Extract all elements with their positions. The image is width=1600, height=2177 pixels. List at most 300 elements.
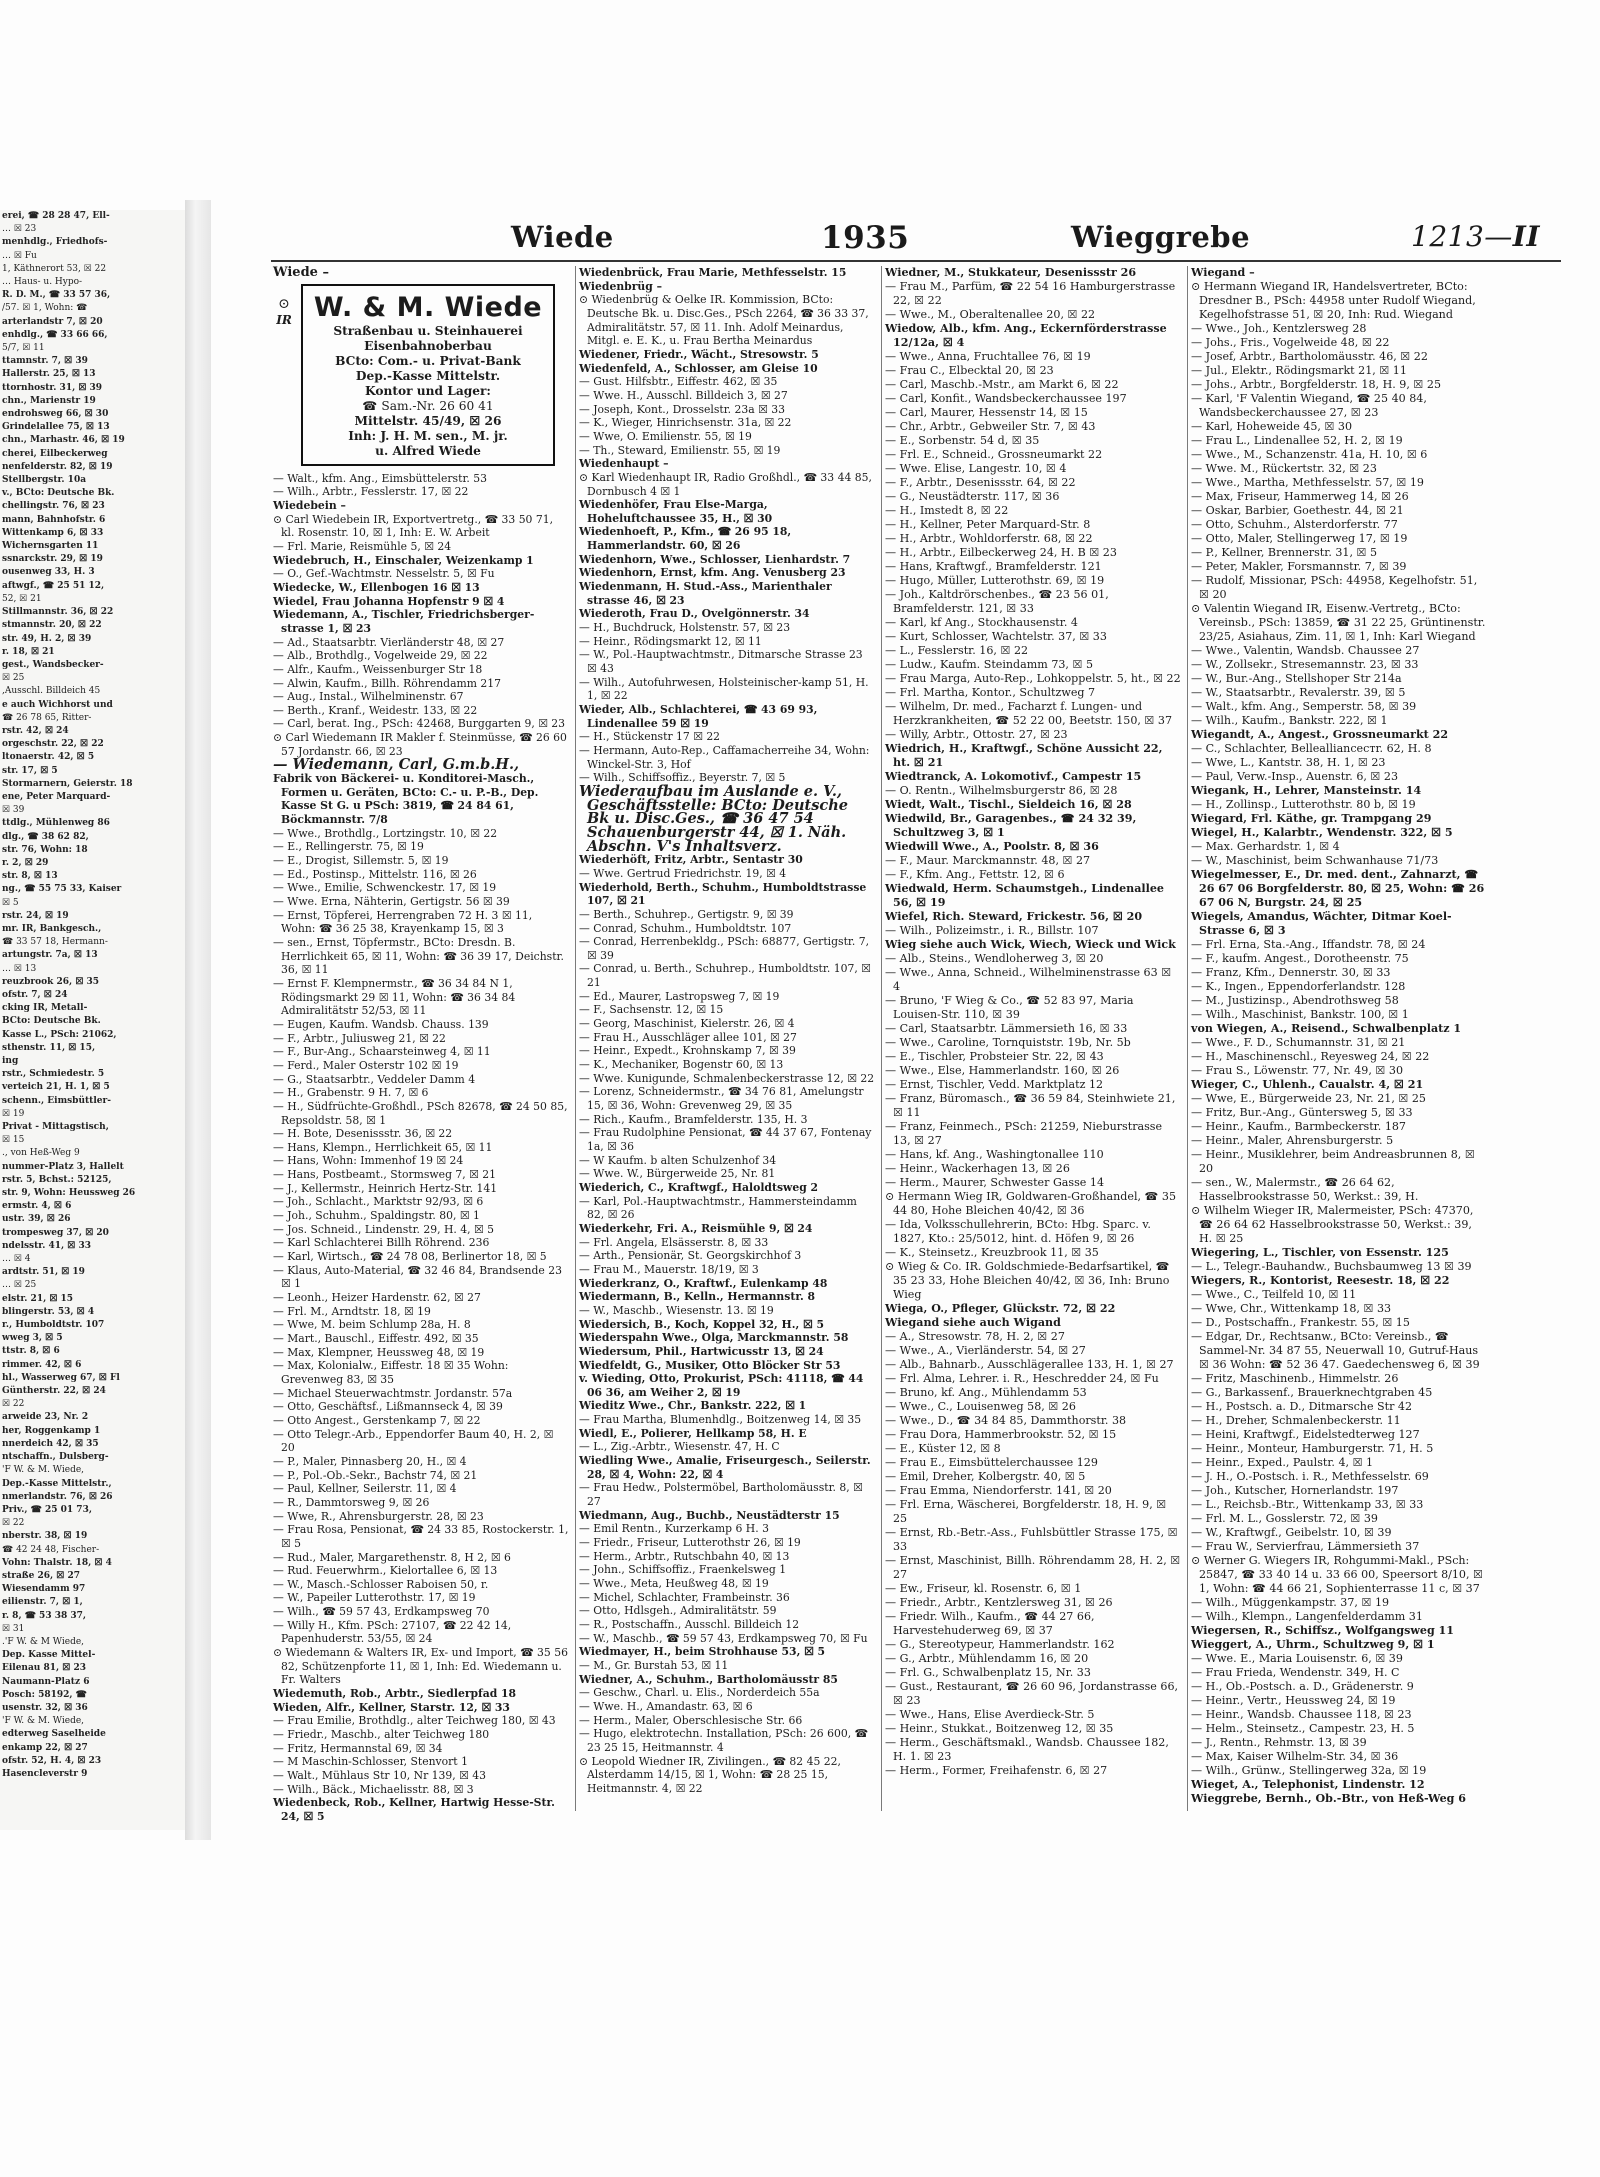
directory-entry: — Eugen, Kaufm. Wandsb. Chauss. 139 — [273, 1017, 489, 1031]
directory-entry: — Wwe., Anna, Schneid., Wilhelminenstrasse 63 ☒ 4 — [885, 966, 1172, 993]
ad-line: Inh: J. H. M. sen., M. jr. — [348, 428, 508, 443]
directory-entry: — Frau S., Löwenstr. 77, Nr. 49, ☒ 30 — [1191, 1064, 1403, 1077]
directory-entry: — G., Staatsarbtr., Veddeler Damm 4 — [273, 1072, 476, 1086]
adjacent-page-line: rstr., Schmiedestr. 5 — [2, 1069, 105, 1080]
directory-entry: — Joh., Schuhm., Spaldingstr. 80, ☒ 1 — [273, 1209, 480, 1223]
adjacent-page-line: ☒ 22 — [2, 1518, 25, 1529]
adjacent-page-line: aftwgf., ☎ 25 51 12, — [2, 580, 105, 591]
directory-entry: — Johs., Fris., Vogelweide 48, ☒ 22 — [1191, 336, 1390, 349]
adjacent-page-line: ttornhostr. 31, ☒ 39 — [2, 382, 103, 393]
directory-entry: — Frl. E., Schneid., Grossneumarkt 22 — [885, 448, 1103, 461]
directory-entry: — Conrad, Herrenbekldg., PSch: 68877, Gertigstr. 7, ☒ 39 — [579, 935, 870, 962]
ad-line: Mittelstr. 45/49, ☒ 26 — [354, 413, 502, 428]
directory-entry: — W., Bur.-Ang., Stellshoper Str 214a — [1191, 672, 1402, 685]
directory-entry: — L., Reichsb.-Btr., Wittenkamp 33, ☒ 33 — [1191, 1498, 1424, 1511]
directory-entry: — H., Imstedt 8, ☒ 22 — [885, 504, 1009, 517]
adjacent-page-line: blingerstr. 53, ☒ 4 — [2, 1306, 95, 1317]
directory-entry: — Peter, Makler, Forsmannstr. 7, ☒ 39 — [1191, 560, 1407, 573]
directory-entry: — Wilh., Müggenkampstr. 37, ☒ 19 — [1191, 1596, 1390, 1609]
directory-entry: — H., Arbtr., Wohldorferstr. 68, ☒ 22 — [885, 532, 1093, 545]
adjacent-page-line: ,Ausschl. Billdeich 45 — [2, 686, 101, 697]
directory-entry: — Ernst F. Klempnermstr., ☎ 36 34 84 N 1, Rödingsmarkt 29 ☒ 11, Wohn: ☎ 36 34 84 Admiralitätstr 52/53, ☒ 11 — [273, 976, 516, 1018]
directory-entry: Wiederspahn Wwe., Olga, Marckmannstr. 58 — [579, 1331, 849, 1345]
adjacent-page-line: rimmer. 42, ☒ 6 — [2, 1359, 82, 1370]
directory-entry: — Wilh., Arbtr., Fesslerstr. 17, ☒ 22 — [273, 485, 469, 499]
directory-entry: — Heinr., Vertr., Heussweg 24, ☒ 19 — [1191, 1694, 1396, 1707]
directory-entry: Wieger, C., Uhlenh., Caualstr. 4, ☒ 21 — [1191, 1078, 1424, 1091]
directory-entry: — Lorenz, Schneidermstr., ☎ 34 76 81, Amelungstr 15, ☒ 36, Wohn: Grevenweg 29, ☒ 35 — [579, 1085, 864, 1113]
adjacent-page-line: ng., ☎ 55 75 33, Kaiser — [2, 884, 122, 895]
directory-entry: — Rud. Feuerwhrm., Kielortallee 6, ☒ 13 — [273, 1564, 498, 1578]
directory-entry: — Hans, Postbeamt., Stormsweg 7, ☒ 21 — [273, 1168, 496, 1182]
adjacent-page-line: 52, ☒ 21 — [2, 593, 42, 604]
directory-entry: Wiedwild, Br., Garagenbes., ☎ 24 32 39, Schultzweg 3, ☒ 1 — [885, 812, 1137, 839]
directory-entry: Wiedecke, W., Ellenbogen 16 ☒ 13 — [273, 580, 480, 594]
directory-entry: — F., kaufm. Angest., Dorotheenstr. 75 — [1191, 952, 1409, 965]
directory-entry: — F., Kfm. Ang., Fettstr. 12, ☒ 6 — [885, 868, 1065, 881]
adjacent-page-line: r., Humboldtstr. 107 — [2, 1320, 105, 1331]
adjacent-page-line: mr. IR, Bankgesch., — [2, 923, 102, 934]
adjacent-page-line: 1, Käthnerort 53, ☒ 22 — [2, 263, 107, 274]
directory-entry: — H., Südfrüchte-Großhdl., PSch 82678, ☎ 24 50 85, Repsoldstr. 58, ☒ 1 — [273, 1099, 568, 1127]
directory-entry: — J., Rentn., Rehmstr. 13, ☒ 39 — [1191, 1736, 1367, 1749]
directory-entry: — M., Gr. Burstah 53, ☒ 11 — [579, 1658, 729, 1672]
adjacent-page-line: ttamnstr. 7, ☒ 39 — [2, 356, 88, 367]
directory-entry: Wiedebruch, H., Einschaler, Weizenkamp 1 — [273, 553, 534, 567]
directory-entry: — Paul, Kellner, Seilerstr. 11, ☒ 4 — [273, 1482, 457, 1496]
directory-entry: — Wwe., Valentin, Wandsb. Chaussee 27 — [1191, 644, 1420, 657]
directory-entry: — E., Rellingerstr. 75, ☒ 19 — [273, 840, 424, 854]
directory-entry: — W., Papeiler Lutterothstr. 17, ☒ 19 — [273, 1591, 476, 1605]
directory-entry: Wiedenfeld, A., Schlosser, am Gleise 10 — [579, 361, 818, 375]
directory-entry: — Wwe. Gertrud Friedrichstr. 19, ☒ 4 — [579, 866, 787, 880]
directory-entry: — Conrad, Schuhm., Humboldtstr. 107 — [579, 921, 792, 935]
directory-entry: Wiegel, H., Kalarbtr., Wendenstr. 322, ☒ 5 — [1191, 826, 1453, 839]
directory-entry: — Wwe., Brothdlg., Lortzingstr. 10, ☒ 22 — [273, 826, 498, 840]
directory-entry: — Friedr., Friseur, Lutterothstr 26, ☒ 19 — [579, 1536, 801, 1550]
directory-entry: — Heinr., Wackerhagen 13, ☒ 26 — [885, 1162, 1070, 1175]
adjacent-page-line: Posch: 58192, ☎ — [2, 1689, 87, 1700]
directory-entry: — Karl, kf Ang., Stockhausenstr. 4 — [885, 616, 1078, 629]
directory-entry: — Frau Hedw., Polstermöbel, Bartholomäusstr. 8, ☒ 27 — [579, 1481, 863, 1509]
adjacent-page-line: str. 76, Wohn: 18 — [2, 844, 88, 855]
adjacent-page-line: ttstr. 8, ☒ 6 — [2, 1346, 60, 1357]
directory-entry: Fabrik von Bäckerei- u. Konditorei-Masch., Formen u. Geräten, BCto: C.- u. P.-B., Dep. Kasse St G. u PSch: 3819, ☎ 24 84 61, Böckmannstr. 7/8 — [273, 772, 539, 827]
adjacent-page-line: Dep.-Kasse Mittelstr., — [2, 1478, 112, 1489]
adjacent-page-line: Wittenkamp 6, ☒ 33 — [2, 527, 104, 538]
ad-mark-sub: IR — [276, 312, 292, 327]
directory-entry: — Hans, kf. Ang., Washingtonallee 110 — [885, 1148, 1104, 1161]
directory-entry: — Alb., Brothdlg., Vogelweide 29, ☒ 22 — [273, 649, 488, 663]
ad-line: Kontor und Lager: — [365, 383, 491, 398]
directory-entry: — Wwe. H., Ausschl. Billdeich 3, ☒ 27 — [579, 388, 788, 402]
adjacent-page-line: Hasencleverstr 9 — [2, 1768, 88, 1779]
ad-lines — [307, 324, 549, 459]
directory-entry: — Wwe., Emilie, Schwenckestr. 17, ☒ 19 — [273, 881, 497, 895]
directory-entry: — E., Tischler, Probsteier Str. 22, ☒ 43 — [885, 1050, 1104, 1063]
adjacent-page-line: ousenweg 33, H. 3 — [2, 567, 95, 578]
directory-entry: Wiedebein – — [273, 498, 346, 512]
directory-entry: — Aug., Instal., Wilhelminenstr. 67 — [273, 690, 464, 704]
adjacent-page-line: ttdlg., Mühlenweg 86 — [2, 818, 110, 829]
directory-entry: — Max, Friseur, Hammerweg 14, ☒ 26 — [1191, 490, 1409, 503]
directory-entry: — Wwe., A., Vierländerstr. 54, ☒ 27 — [885, 1344, 1086, 1357]
directory-entry: — Wilh., Maschinist, Bankstr. 100, ☒ 1 — [1191, 1008, 1409, 1021]
directory-entry: Wiedemuth, Rob., Arbtr., Siedlerpfad 18 — [273, 1687, 517, 1701]
adjacent-page-line: ☒ 25 — [2, 673, 25, 684]
directory-entry: — Joseph, Kont., Drosselstr. 23a ☒ 33 — [579, 402, 785, 416]
adjacent-page-line: chellingstr. 76, ☒ 23 — [2, 501, 105, 512]
directory-entry: — F., Arbtr., Juliusweg 21, ☒ 22 — [273, 1031, 446, 1045]
directory-entry: — John., Schiffsoffiz., Fraenkelsweg 1 — [579, 1563, 787, 1577]
directory-entry: — Rich., Kaufm., Bramfelderstr. 135, H. 3 — [579, 1112, 808, 1126]
adjacent-page-line: nnerdeich 42, ☒ 35 — [2, 1438, 99, 1449]
directory-entry: — Heinr., Rödingsmarkt 12, ☒ 11 — [579, 634, 762, 648]
directory-entry: — H., Grabenstr. 9 H. 7, ☒ 6 — [273, 1086, 429, 1100]
directory-entry: ⊙ Wiedemann & Walters IR, Ex- und Import, ☎ 35 56 82, Schützenpforte 11, ☒ 1, Inh: Ed. Wiedemann u. Fr. Walters — [273, 1646, 568, 1687]
directory-entry: — P., Pol.-Ob.-Sekr., Bachstr 74, ☒ 21 — [273, 1468, 478, 1482]
column-divider — [1187, 266, 1188, 1811]
adjacent-page-line: ☎ 26 78 65, Ritter- — [2, 712, 92, 723]
directory-entry: — Wwe., Anna, Fruchtallee 76, ☒ 19 — [885, 350, 1091, 363]
adjacent-page-line: ndelsstr. 41, ☒ 33 — [2, 1240, 91, 1251]
directory-entry: — Johs., Arbtr., Borgfelderstr. 18, H. 9, ☒ 25 — [1191, 378, 1442, 391]
directory-entry: — E., Küster 12, ☒ 8 — [885, 1442, 1001, 1455]
adjacent-page-line: schenn., Eimsbüttler- — [2, 1095, 111, 1106]
directory-entry: — Wilh., Klempn., Langenfelderdamm 31 — [1191, 1610, 1423, 1623]
adjacent-page-line: … Haus- u. Hypo- — [2, 277, 83, 288]
directory-entry: — J., Kellermstr., Heinrich Hertz-Str. 141 — [273, 1181, 498, 1195]
directory-entry: — Herm., Arbtr., Rutschbahn 40, ☒ 13 — [579, 1549, 790, 1563]
directory-entry: — Jos. Schneid., Lindenstr. 29, H. 4, ☒ 5 — [273, 1222, 495, 1236]
directory-entry: — Wwe., Martha, Methfesselstr. 57, ☒ 19 — [1191, 476, 1424, 489]
ad-line: Eisenbahnoberbau — [364, 338, 492, 353]
column-1-heading: Wiede – — [273, 265, 329, 280]
directory-entry: — Otto Angest., Gerstenkamp 7, ☒ 22 — [273, 1413, 481, 1427]
directory-entry: Wiegand – — [1191, 266, 1255, 279]
adjacent-page-line: … ☒ 23 — [2, 224, 37, 235]
directory-entry: — Wilh., Grünw., Stellingerweg 32a, ☒ 19 — [1191, 1764, 1427, 1777]
directory-entry: — W., Pol.-Hauptwachtmstr., Ditmarsche Strasse 23 ☒ 43 — [579, 648, 863, 676]
directory-entry: — Heinr., Musiklehrer, beim Andreasbrunnen 8, ☒ 20 — [1191, 1148, 1475, 1175]
directory-entry: — Karl, Hoheweide 45, ☒ 30 — [1191, 420, 1353, 433]
page-number-value: 1213— — [1411, 220, 1513, 253]
ad-mark: ⊙ — [278, 295, 290, 312]
directory-entry: — Wwe. Erna, Nähterin, Gertigstr. 56 ☒ 39 — [273, 895, 510, 908]
directory-entry: — Carl, Staatsarbtr. Lämmersieth 16, ☒ 33 — [885, 1022, 1128, 1035]
adjacent-page-line: Wichernsgarten 11 — [2, 541, 99, 552]
directory-entry: — Hugo, elektrotechn. Installation, PSch: 26 600, ☎ 23 25 15, Heitmannstr. 4 — [579, 1727, 869, 1754]
directory-entry: — Frau Dora, Hammerbrookstr. 52, ☒ 15 — [885, 1428, 1117, 1441]
adjacent-page-line: ofstr. 7, ☒ 24 — [2, 989, 68, 1000]
directory-entry: — Max, Kaiser Wilhelm-Str. 34, ☒ 36 — [1191, 1750, 1399, 1763]
adjacent-page-line: ofstr. 52, H. 4, ☒ 23 — [2, 1755, 102, 1766]
directory-entry: — K., Ingen., Eppendorferlandstr. 128 — [1191, 980, 1406, 993]
adjacent-page-line: gest., Wandsbecker- — [2, 659, 104, 670]
ad-line: BCto: Com.- u. Privat-Bank — [335, 353, 521, 368]
adjacent-page-line: BCto: Deutsche Bk. — [2, 1016, 101, 1027]
directory-entry: — Karl, Wirtsch., ☎ 24 78 08, Berlinertor 18, ☒ 5 — [273, 1250, 547, 1264]
directory-entry: — Wilh., ☎ 59 57 43, Erdkampsweg 70 — [273, 1605, 490, 1619]
directory-entry: — Wwe., D., ☎ 34 84 85, Dammthorstr. 38 — [885, 1414, 1127, 1427]
directory-entry: — sen., Ernst, Töpfermstr., BCto: Dresdn. B. Herrlichkeit 65, ☒ 11, Wohn: ☎ 36 39 17, Deichstr. 36, ☒ 11 — [273, 935, 564, 977]
directory-entry: Wiedwald, Herm. Schaumstgeh., Lindenallee 56, ☒ 19 — [885, 882, 1164, 909]
directory-entry: — Karl, 'F Valentin Wiegand, ☎ 25 40 84, Wandsbeckerchaussee 27, ☒ 23 — [1191, 392, 1427, 419]
directory-entry: — C., Schlachter, Belleallianceстr. 62, H. 8 — [1191, 742, 1432, 755]
directory-entry: — Wwe. H., Amandastr. 63, ☒ 6 — [579, 1699, 753, 1713]
directory-entry: — Heinr., Maler, Ahrensburgerstr. 5 — [1191, 1134, 1394, 1147]
directory-entry: — Heinr., Stukkat., Boitzenweg 12, ☒ 35 — [885, 1722, 1114, 1735]
adjacent-page-line: Eilenau 81, ☒ 23 — [2, 1663, 86, 1674]
directory-entry: — P., Kellner, Brennerstr. 31, ☒ 5 — [1191, 546, 1378, 559]
adjacent-page-line: ardtstr. 51, ☒ 19 — [2, 1267, 85, 1278]
directory-entry: ⊙ Hermann Wiegand IR, Handelsvertreter, BCto: Dresdner B., PSch: 44958 unter Rudolf Wiegand, Kegelhofstrasse 51, ☒ 20, Inh: Rud. Wiegand — [1191, 280, 1476, 321]
directory-entry: — Max, Klempner, Heussweg 48, ☒ 19 — [273, 1345, 485, 1359]
directory-entry: — Geschw., Charl. u. Elis., Norderdeich 55a — [579, 1686, 820, 1700]
directory-entry: — Wwe, E., Bürgerweide 23, Nr. 21, ☒ 25 — [1191, 1092, 1426, 1105]
adjacent-page-line: ssnarckstr. 29, ☒ 19 — [2, 554, 103, 565]
directory-entry: — Carl, Maurer, Hessenstr 14, ☒ 15 — [885, 406, 1088, 419]
directory-entry: — Walt., kfm. Ang., Eimsbüttelerstr. 53 — [273, 471, 488, 485]
adjacent-page-line: … ☒ 4 — [2, 1254, 31, 1265]
directory-entry: — F., Arbtr., Desenissstr. 64, ☒ 22 — [885, 476, 1076, 489]
adjacent-page-line: … ☒ Fu — [2, 250, 37, 261]
adjacent-page-line: menhdlg., Friedhofs- — [2, 237, 108, 248]
directory-entry: — Berth., Schuhrep., Gertigstr. 9, ☒ 39 — [579, 907, 794, 921]
directory-entry: — Wwe., C., Teilfeld 10, ☒ 11 — [1191, 1288, 1357, 1301]
directory-entry: — H., Ob.-Postsch. a. D., Grädenerstr. 9 — [1191, 1680, 1414, 1693]
directory-entry: — Hans, Kraftwgf., Bramfelderstr. 121 — [885, 560, 1102, 573]
directory-entry: Wiegels, Amandus, Wächter, Ditmar Koel-Strasse 6, ☒ 3 — [1191, 910, 1452, 937]
directory-entry: — D., Postschaffn., Frankestr. 55, ☒ 15 — [1191, 1316, 1410, 1329]
directory-entry: Wieget, A., Telephonist, Lindenstr. 12 — [1191, 1778, 1425, 1791]
directory-entry: — Frau W., Servierfrau, Lämmersieth 37 — [1191, 1540, 1420, 1553]
directory-entry: — Alb., Bahnarb., Ausschlägerallee 133, H. 1, ☒ 27 — [885, 1358, 1174, 1371]
directory-entry: — Wwe, Chr., Wittenkamp 18, ☒ 33 — [1191, 1302, 1392, 1315]
adjacent-page-line: usenstr. 32, ☒ 36 — [2, 1702, 88, 1713]
adjacent-page-line: … ☒ 25 — [2, 1280, 37, 1291]
directory-entry: — Wwe., M., Schanzenstr. 41a, H. 10, ☒ 6 — [1191, 448, 1428, 461]
directory-entry: Wiedwill Wwe., A., Poolstr. 8, ☒ 36 — [885, 840, 1099, 853]
directory-entry: — L., Fesslerstr. 16, ☒ 22 — [885, 644, 1029, 657]
directory-entry: — sen., W., Malermstr., ☎ 26 64 62, Hasselbrookstrasse 50, Werkst.: 39, H. — [1191, 1176, 1419, 1203]
adjacent-page-line: dlg., ☎ 38 62 82, — [2, 831, 89, 842]
adjacent-page-line: Privat - Mittagstisch, — [2, 1122, 109, 1133]
adjacent-page-line: .'F W. & M Wiede, — [2, 1636, 85, 1647]
directory-entry: — Wiedemann, Carl, G.m.b.H., — [273, 756, 520, 774]
directory-entry: Wiegard, Frl. Käthe, gr. Trampgang 29 — [1191, 812, 1432, 825]
directory-page — [211, 200, 1600, 1850]
directory-entry: — H., Dreher, Schmalenbeckerstr. 11 — [1191, 1414, 1401, 1427]
directory-entry: — W Kaufm. b alten Schulzenhof 34 — [579, 1153, 777, 1167]
directory-entry: Wiedenbeck, Rob., Kellner, Hartwig Hesse-Str. 24, ☒ 5 — [273, 1796, 555, 1823]
ad-line: u. Alfred Wiede — [375, 443, 481, 458]
directory-entry: — H., Buchdruck, Holstenstr. 57, ☒ 23 — [579, 621, 791, 635]
directory-entry: — Alwin, Kaufm., Billh. Röhrendamm 217 — [273, 676, 502, 690]
directory-entry: ⊙ Wieg & Co. IR. Goldschmiede-Bedarfsartikel, ☎ 35 23 33, Hohe Bleichen 40/42, ☒ 36, Inh: Bruno Wieg — [885, 1260, 1170, 1301]
adjacent-page-line: nenfelderstr. 82, ☒ 19 — [2, 461, 113, 472]
directory-entry: — R., Postschaffn., Ausschl. Billdeich 12 — [579, 1617, 800, 1631]
adjacent-page-line: … ☒ 13 — [2, 963, 37, 974]
directory-entry: — Frl. Angela, Elsässerstr. 8, ☒ 33 — [579, 1235, 769, 1249]
adjacent-page-line: rstr. 24, ☒ 19 — [2, 910, 69, 921]
adjacent-page-line: str. 8, ☒ 13 — [2, 871, 58, 882]
directory-entry: — G., Arbtr., Mühlendamm 16, ☒ 20 — [885, 1652, 1089, 1665]
directory-entry: — Wilhelm, Dr. med., Facharzt f. Lungen- und Herzkrankheiten, ☎ 52 22 00, Beetstr. 150, ☒ 37 — [885, 700, 1173, 727]
directory-entry: — H., Kellner, Peter Marquard-Str. 8 — [885, 518, 1091, 531]
directory-entry: ⊙ Werner G. Wiegers IR, Rohgummi-Makl., PSch: 25847, ☎ 33 40 14 u. 33 66 00, Speersort 8/10, ☒ 1, Wohn: ☎ 44 66 21, Sophienterrasse 11 c, ☒ 37 — [1191, 1554, 1483, 1595]
directory-entry: — Frl. M. L., Gosslerstr. 72, ☒ 39 — [1191, 1512, 1378, 1525]
adjacent-page-line: 'F W. & M. Wiede, — [2, 1716, 85, 1727]
adjacent-page-line: enhdlg., ☎ 33 66 66, — [2, 329, 108, 340]
adjacent-page-line: /57. ☒ 1, Wohn: ☎ — [2, 303, 88, 314]
book-binding — [185, 200, 211, 1840]
adjacent-page-line: ☒ 15 — [2, 1135, 25, 1146]
directory-entry: — Wwe. M., Rückertstr. 32, ☒ 23 — [1191, 462, 1377, 475]
directory-entry: — Frl. Erna, Wäscherei, Borgfelderstr. 18, H. 9, ☒ 25 — [885, 1498, 1167, 1525]
directory-entry: ⊙ Valentin Wiegand IR, Eisenw.-Vertretg., BCto: Vereinsb., PSch: 13859, ☎ 31 22 25, Grüntinenstr. 23/25, Asiahaus, Zim. 11, ☒ 1, Inh: Karl Wiegand — [1191, 602, 1486, 643]
directory-entry: — Alfr., Kaufm., Weissenburger Str 18 — [273, 662, 483, 676]
directory-entry: — Frau Emma, Niendorferstr. 141, ☒ 20 — [885, 1484, 1112, 1497]
directory-entry: — Alb., Steins., Wendloherweg 3, ☒ 20 — [885, 952, 1104, 965]
directory-entry: Wieden, Alfr., Kellner, Starstr. 12, ☒ 33 — [273, 1700, 510, 1714]
directory-entry: — Frl. Martha, Kontor., Schultzweg 7 — [885, 686, 1096, 699]
adjacent-page-fragment — [0, 210, 186, 1830]
adjacent-page-line: Grindelallee 75, ☒ 13 — [2, 422, 110, 433]
directory-entry: — Ernst, Maschinist, Billh. Röhrendamm 28, H. 2, ☒ 27 — [885, 1554, 1181, 1581]
adjacent-page-line: Dep. Kasse Mittel- — [2, 1650, 96, 1661]
directory-entry: — Wilh., Kaufm., Bankstr. 222, ☒ 1 — [1191, 714, 1388, 727]
directory-entry: — H., Maschinenschl., Reyesweg 24, ☒ 22 — [1191, 1050, 1430, 1063]
adjacent-page-line: ltonaerstr. 42, ☒ 5 — [2, 752, 95, 763]
directory-entry: — Wwe., F. D., Schumannstr. 31, ☒ 21 — [1191, 1036, 1406, 1049]
directory-entry: — Carl, berat. Ing., PSch: 42468, Burggarten 9, ☒ 23 — [273, 717, 566, 731]
adjacent-page-line: r. 2, ☒ 29 — [2, 857, 49, 868]
adjacent-page-line: 5/7, ☒ 11 — [2, 343, 45, 354]
directory-entry: — Emil, Dreher, Kolbergstr. 40, ☒ 5 — [885, 1470, 1086, 1483]
adjacent-page-line: Hallerstr. 25, ☒ 13 — [2, 369, 96, 380]
adjacent-page-line: endrohsweg 66, ☒ 30 — [2, 409, 109, 420]
directory-entry: Wiedemann, A., Tischler, Friedrichsberger-strasse 1, ☒ 23 — [273, 608, 535, 635]
directory-entry: ⊙ Carl Wiedemann IR Makler f. Steinmüsse, ☎ 26 60 57 Jordanstr. 66, ☒ 23 — [273, 731, 567, 758]
directory-entry: Wiedermann, B., Kelln., Hermannstr. 8 — [579, 1290, 816, 1304]
ad-line: ☎ Sam.-Nr. 26 60 41 — [362, 398, 494, 413]
directory-entry: — Michael Steuerwachtmstr. Jordanstr. 57a — [273, 1386, 513, 1400]
directory-entry: — Frau Frieda, Wendenstr. 349, H. C — [1191, 1666, 1400, 1679]
adjacent-page-line: orgeschstr. 22, ☒ 22 — [2, 739, 104, 750]
column-3 — [885, 266, 1181, 1778]
adjacent-page-line: sthenstr. 11, ☒ 15, — [2, 1042, 96, 1053]
directory-entry: — Herm., Maler, Oberschlesische Str. 66 — [579, 1713, 803, 1727]
adjacent-page-line: reuzbrook 26, ☒ 35 — [2, 976, 100, 987]
directory-entry: — Frau Rosa, Pensionat, ☎ 24 33 85, Rostockerstr. 1, ☒ 5 — [273, 1523, 569, 1550]
directory-entry: — Franz, Büromasch., ☎ 36 59 84, Steinhwiete 21, ☒ 11 — [885, 1092, 1176, 1119]
adjacent-page-line: Güntherstr. 22, ☒ 24 — [2, 1386, 106, 1397]
advertisement-box — [276, 284, 555, 466]
directory-entry: — Joh., Kaltdrörschenbes., ☎ 23 56 01, Bramfelderstr. 121, ☒ 33 — [885, 588, 1109, 615]
directory-entry: — F., Maur. Marckmannstr. 48, ☒ 27 — [885, 854, 1091, 867]
directory-entry: — Otto, Hdlsgeh., Admiralitätstr. 59 — [579, 1604, 777, 1618]
adjacent-page-line: str. 9, Wohn: Heussweg 26 — [2, 1188, 136, 1199]
adjacent-page-line: Stillmannstr. 36, ☒ 22 — [2, 607, 114, 618]
directory-entry: — Frl. Erna, Sta.-Ang., Iffandstr. 78, ☒ 24 — [1191, 938, 1426, 951]
adjacent-page-line: ermstr. 4, ☒ 6 — [2, 1201, 72, 1212]
directory-entry: — Carl, Konfit., Wandsbeckerchaussee 197 — [885, 392, 1127, 405]
directory-entry: Wiedener, Friedr., Wächt., Stresowstr. 5 — [579, 347, 819, 361]
directory-entry: — Gust. Hilfsbtr., Eiffestr. 462, ☒ 35 — [579, 375, 778, 389]
directory-entry: — Berth., Kranf., Weidestr. 133, ☒ 22 — [273, 703, 478, 717]
ad-line: Dep.-Kasse Mittelstr. — [355, 368, 501, 383]
directory-entry: Wiedenmann, H. Stud.-Ass., Marienthaler strasse 46, ☒ 23 — [579, 580, 832, 607]
directory-entry: — Frau M., Mauerstr. 18/19, ☒ 3 — [579, 1262, 759, 1276]
directory-entry: Wiedenhorn, Ernst, kfm. Ang. Venusberg 23 — [579, 566, 846, 580]
directory-entry: Wiedenhoeft, P., Kfm., ☎ 26 95 18, Hammerlandstr. 60, ☒ 26 — [579, 525, 792, 553]
adjacent-page-line: ☒ 22 — [2, 1399, 25, 1410]
directory-entry: — Ida, Volksschullehrerin, BCto: Hbg. Sparc. v. 1827, Kto.: 25/5012, hint. d. Höfen 9, ☒ 26 — [885, 1218, 1151, 1245]
adjacent-page-line: eilienstr. 7, ☒ 1, — [2, 1597, 83, 1608]
adjacent-page-line: trompesweg 37, ☒ 20 — [2, 1227, 109, 1238]
directory-entry: — K., Wieger, Hinrichsenstr. 31a, ☒ 22 — [579, 416, 792, 430]
directory-entry: Wiedt, Walt., Tischl., Sieldeich 16, ☒ 28 — [885, 798, 1132, 811]
directory-entry: Wiedmann, Aug., Buchb., Neustädterstr 15 — [579, 1508, 840, 1522]
adjacent-page-line: stmannstr. 20, ☒ 22 — [2, 620, 102, 631]
directory-entry: — M., Justizinsp., Abendrothsweg 58 — [1191, 994, 1399, 1007]
directory-entry: Wiederhöft, Fritz, Arbtr., Sentastr 30 — [579, 853, 803, 867]
adjacent-page-line: ene, Peter Marquard- — [2, 791, 111, 802]
directory-entry: — Frau H., Ausschläger allee 101, ☒ 27 — [579, 1030, 797, 1044]
directory-entry: — E., Sorbenstr. 54 d, ☒ 35 — [885, 434, 1040, 447]
directory-entry: — Frl. M., Arndtstr. 18, ☒ 19 — [273, 1304, 431, 1318]
adjacent-page-line: cherei, Eilbeckerweg — [2, 448, 108, 459]
directory-entry: — Wilh., Polizeimstr., i. R., Billstr. 107 — [885, 924, 1099, 937]
directory-entry: — Mart., Bauschl., Eiffestr. 492, ☒ 35 — [273, 1332, 479, 1345]
column-4-entries — [1191, 266, 1487, 1806]
directory-entry: — Josef, Arbtr., Bartholomäusstr. 46, ☒ 22 — [1191, 350, 1428, 363]
directory-entry: — W., Maschinist, beim Schwanhause 71/73 — [1191, 854, 1439, 867]
header-rule — [271, 260, 1561, 262]
directory-entry: — Ad., Staatsarbtr. Vierländerstr 48, ☒ 27 — [273, 635, 505, 649]
directory-entry: — M Maschin-Schlosser, Stenvort 1 — [273, 1755, 468, 1769]
directory-entry: — Rudolf, Missionar, PSch: 44958, Kegelhofstr. 51, ☒ 20 — [1191, 574, 1478, 601]
directory-entry: — Edgar, Dr., Rechtsanw., BCto: Vereinsb., ☎ Sammel-Nr. 34 87 55, Neuerwall 10, Gutruf-Haus ☒ 36 Wohn: ☎ 52 36 47. Gaedechensweg 6, ☒ 39 — [1191, 1330, 1480, 1371]
directory-entry: — Frau Martha, Blumenhdlg., Boitzenweg 14, ☒ 35 — [579, 1413, 862, 1427]
directory-entry: — Karl Schlachterei Billh Röhrend. 236 — [273, 1236, 490, 1250]
directory-entry: — Otto, Schuhm., Alsterdorferstr. 77 — [1191, 518, 1398, 531]
adjacent-page-line: enkamp 22, ☒ 27 — [2, 1742, 88, 1753]
directory-entry: — G., Barkassenf., Brauerknechtgraben 45 — [1191, 1386, 1433, 1399]
directory-entry: Wiedtranck, A. Lokomotivf., Campestr 15 — [885, 770, 1142, 783]
directory-entry: — Frau Emilie, Brothdlg., alter Teichweg 180, ☒ 43 — [273, 1714, 556, 1728]
column-3-entries — [885, 266, 1181, 1778]
directory-entry: — Joh., Schlacht., Marktstr 92/93, ☒ 6 — [273, 1195, 484, 1209]
adjacent-page-line: hl., Wasserweg 67, ☒ Fl — [2, 1372, 120, 1383]
adjacent-page-line: str. 49, H. 2, ☒ 39 — [2, 633, 92, 644]
directory-entry: — R., Dammtorsweg 9, ☒ 26 — [273, 1495, 430, 1509]
directory-entry: — Ludw., Kaufm. Steindamm 73, ☒ 5 — [885, 658, 1094, 671]
directory-entry: — Carl, Maschb.-Mstr., am Markt 6, ☒ 22 — [885, 378, 1119, 391]
directory-entry: — Th., Steward, Emilienstr. 55, ☒ 19 — [579, 443, 781, 457]
directory-entry: — Conrad, u. Berth., Schuhrep., Humboldtstr. 107, ☒ 21 — [579, 962, 871, 990]
directory-entry: — Wwe., Caroline, Tornquiststr. 19b, Nr. 5b — [885, 1036, 1131, 1049]
directory-entry: — H. Bote, Desenissstr. 36, ☒ 22 — [273, 1127, 453, 1141]
directory-entry: — Wwe. Elise, Langestr. 10, ☒ 4 — [885, 462, 1067, 475]
directory-entry: — G., Stereotypeur, Hammerlandstr. 162 — [885, 1638, 1115, 1651]
adjacent-page-line: chn., Marhastr. 46, ☒ 19 — [2, 435, 125, 446]
directory-entry: — Heinr., Exped., Paulstr. 4, ☒ 1 — [1191, 1456, 1374, 1469]
directory-entry: — Ed., Postinsp., Mittelstr. 116, ☒ 26 — [273, 867, 477, 881]
directory-entry: Wiegandt, A., Angest., Grossneumarkt 22 — [1191, 728, 1449, 741]
adjacent-page-line: arweide 23, Nr. 2 — [2, 1412, 89, 1423]
